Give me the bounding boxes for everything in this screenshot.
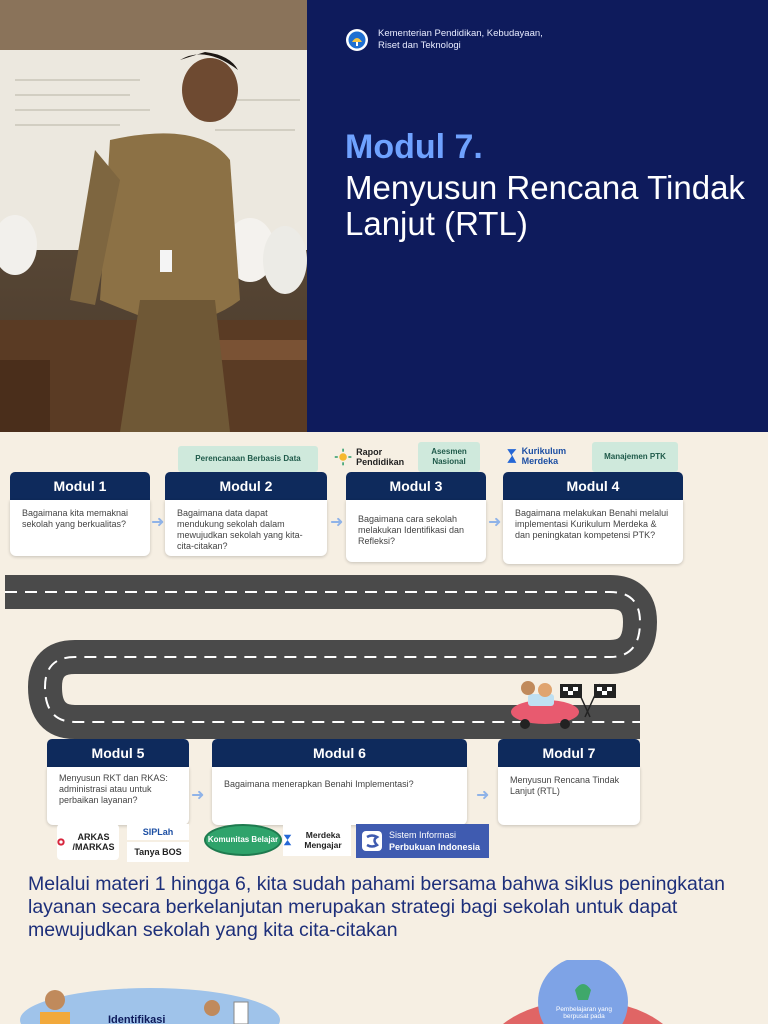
merdeka-icon [283,832,292,848]
arrow-right-icon: ➜ [191,787,205,804]
tanya-label: Tanya BOS [134,847,182,857]
tanya-bos-logo [127,842,189,862]
arrow-right-icon: ➜ [488,514,502,531]
module-card-7 [498,739,640,825]
identifikasi-label: Identifikasi [108,1014,166,1024]
arkas-label: ARKAS /MARKAS [72,832,115,852]
rapor-label: Rapor Pendidikan [356,447,405,467]
module-roadmap [0,432,768,864]
module-question: Bagaimana cara sekolah melakukan Identifikasi dan Refleksi? [346,500,486,562]
module-title: Modul 2 [165,472,327,500]
sistem-label-2: Perbukuan Indonesia [389,842,481,852]
kurikulum-label: Kurikulum Merdeka [521,446,567,466]
hero-section [0,0,768,432]
siplah-label: SIPLah [142,827,174,837]
sistem-label-1: Sistem Informasi [389,830,457,840]
module-question: Menyusun Rencana Tindak Lanjut (RTL) [498,767,640,825]
module-question: Menyusun RKT dan RKAS: administrasi atau untuk perbaikan layanan? [47,767,189,825]
ministry-name-line1: Kementerian Pendidikan, Kebudayaan, [378,28,543,39]
module-question: Bagaimana melakukan Benahi melalui implementasi Kurikulum Merdeka & dan peningkatan kompetensi PTK? [503,500,683,564]
ministry-name [378,28,543,52]
module-title: Modul 3 [346,472,486,500]
module-title: Modul 1 [10,472,150,500]
rapor-pendidikan-logo [334,442,414,472]
module-title: Menyusun Rencana Tindak Lanjut (RTL) [345,169,745,242]
module-card-3 [346,472,486,562]
module-card-2 [165,472,327,556]
arrow-right-icon: ➜ [476,787,490,804]
module-title: Modul 4 [503,472,683,500]
komunitas-label: Komunitas Belajar [207,835,279,844]
merdeka-label: Merdeka Mengajar [304,830,342,850]
module-card-6 [212,739,467,825]
module-card-5 [47,739,189,825]
module-title: Modul 5 [47,739,189,767]
module-title: Modul 7 [498,739,640,767]
tag-perencanaan: Perencanaan Berbasis Data [178,446,318,472]
tag-asesmen: Asesmen Nasional [418,442,480,472]
tag-manajemen: Manajemen PTK [592,442,678,472]
arrow-right-icon: ➜ [151,514,165,531]
merdeka-mengajar-logo [283,824,351,856]
arrow-right-icon: ➜ [330,514,344,531]
module-question: Bagaimana kita memaknai sekolah yang berkualitas? [10,500,150,556]
arkas-logo [57,824,119,860]
komunitas-belajar-logo [204,824,282,856]
kurikulum-merdeka-logo [505,440,585,472]
module-title: Modul 6 [212,739,467,767]
book-icon [361,830,383,852]
ministry-name-line2: Riset dan Teknologi [378,40,461,51]
siplah-logo [127,824,189,840]
cover-panel [307,0,768,432]
teacher-classroom-photo [0,0,307,432]
module-number: Modul 7. [345,128,483,166]
ministry-logo-icon [345,28,369,52]
kurikulum-icon [505,445,519,467]
summary-text: Melalui materi 1 hingga 6, kita sudah pahami bersama bahwa siklus peningkatan layanan secara berkelanjutan merupakan strategi bagi sekolah untuk dapat mewujudkan sekolah yang kita cita-citakan [28,873,725,941]
circle-caption: Pembelajaran yang berpusat pada [555,1006,612,1020]
arkas-icon [57,836,65,848]
module-question: Bagaimana menerapkan Benahi Implementasi? [212,767,467,825]
module-card-1 [10,472,150,556]
cycle-illustration [0,960,768,1024]
module-card-4 [503,472,683,564]
sistem-informasi-perbukuan-logo [356,824,489,858]
ministry-header [345,28,543,52]
sun-icon [334,445,352,469]
module-question: Bagaimana data dapat mendukung sekolah dalam mewujudkan sekolah yang kita-cita-citakan? [165,500,327,556]
